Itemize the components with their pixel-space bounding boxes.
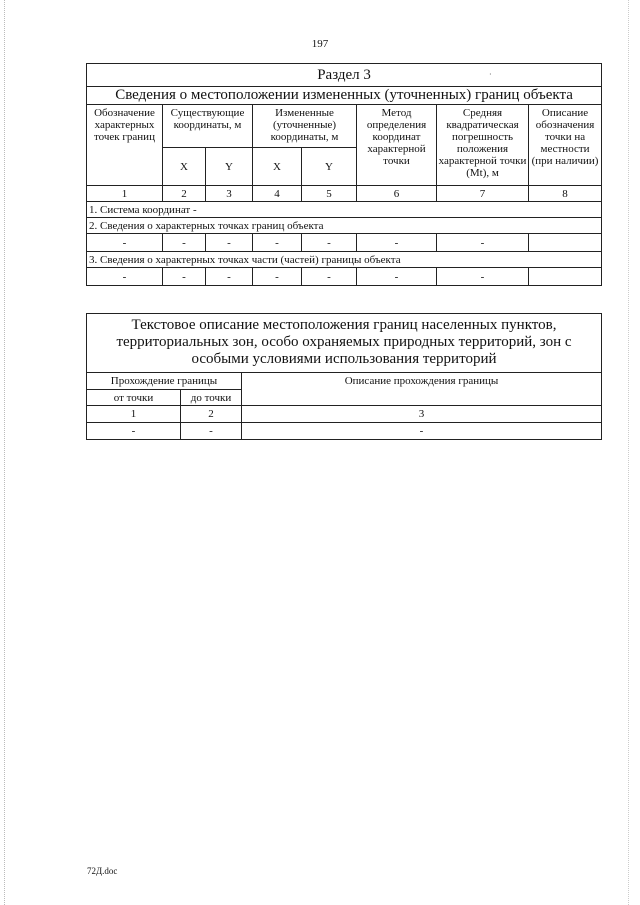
- column-number: 1: [87, 186, 163, 202]
- table-cell: -: [437, 268, 529, 286]
- table-cell: -: [302, 234, 357, 252]
- table-cell: -: [357, 268, 437, 286]
- table-cell: -: [87, 268, 163, 286]
- header-description: Описание обозначения точки на местности (при наличии): [529, 105, 602, 186]
- header-existing-y: Y: [206, 148, 253, 186]
- column-number: 4: [253, 186, 302, 202]
- points-heading-row: 2. Сведения о характерных точках границ объекта: [87, 218, 602, 234]
- parts-heading-row: 3. Сведения о характерных точках части (частей) границы объекта: [87, 252, 602, 268]
- column-number: 3: [206, 186, 253, 202]
- column-number-row: [87, 186, 602, 202]
- table-cell: -: [357, 234, 437, 252]
- header-existing-x: X: [163, 148, 206, 186]
- header-changed-y: Y: [302, 148, 357, 186]
- header-changed-x: X: [253, 148, 302, 186]
- table-cell: -: [242, 423, 602, 440]
- table-cell: -: [163, 234, 206, 252]
- header-method: Метод определения координат характерной точки: [357, 105, 437, 186]
- column-number: 2: [163, 186, 206, 202]
- column-number: 6: [357, 186, 437, 202]
- header-error: Средняя квадратическая погрешность положения характерной точки (Mt), м: [437, 105, 529, 186]
- table-cell: -: [253, 234, 302, 252]
- column-number: 7: [437, 186, 529, 202]
- boundary-section-table: [86, 63, 602, 286]
- parts-data-row: [87, 268, 602, 286]
- scan-edge-right: [628, 0, 629, 905]
- section-subtitle: Сведения о местоположении измененных (уточненных) границ объекта: [87, 87, 602, 105]
- header-changed-coordinates: Измененные (уточненные) координаты, м: [253, 105, 357, 148]
- column-number: 2: [181, 406, 242, 423]
- text-description-table: [86, 313, 602, 440]
- column-number: 1: [87, 406, 181, 423]
- scan-edge-left: [4, 0, 5, 905]
- section-title: Раздел 3: [87, 64, 602, 87]
- header-existing-coordinates: Существующие координаты, м: [163, 105, 253, 148]
- table-cell: -: [181, 423, 242, 440]
- table-cell: [529, 234, 602, 252]
- table-cell: -: [87, 234, 163, 252]
- column-number: 5: [302, 186, 357, 202]
- header-point-designation: Обозначение характерных точек границ: [87, 105, 163, 186]
- table-cell: -: [87, 423, 181, 440]
- column-number: 8: [529, 186, 602, 202]
- header-passage-description: Описание прохождения границы: [242, 373, 602, 406]
- table-cell: -: [206, 268, 253, 286]
- coordinate-system-row: 1. Система координат -: [87, 202, 602, 218]
- table-row: [87, 423, 602, 440]
- table-cell: [529, 268, 602, 286]
- header-to-point: до точки: [181, 390, 242, 406]
- table-cell: -: [163, 268, 206, 286]
- table-cell: -: [437, 234, 529, 252]
- text-description-title: Текстовое описание местоположения границ населенных пунктов, территориальных зон, особо охраняемых природных территорий, зон с особыми условиями использования территорий: [87, 314, 602, 373]
- header-from-point: от точки: [87, 390, 181, 406]
- table-cell: -: [206, 234, 253, 252]
- column-number: 3: [242, 406, 602, 423]
- header-boundary-passage: Прохождение границы: [87, 373, 242, 390]
- table-cell: -: [253, 268, 302, 286]
- document-filename: 72Д.doc: [87, 866, 118, 876]
- page-number: 197: [311, 38, 329, 50]
- scan-dot-mark: ·: [489, 70, 492, 79]
- table-cell: -: [302, 268, 357, 286]
- points-data-row: [87, 234, 602, 252]
- column-number-row: [87, 406, 602, 423]
